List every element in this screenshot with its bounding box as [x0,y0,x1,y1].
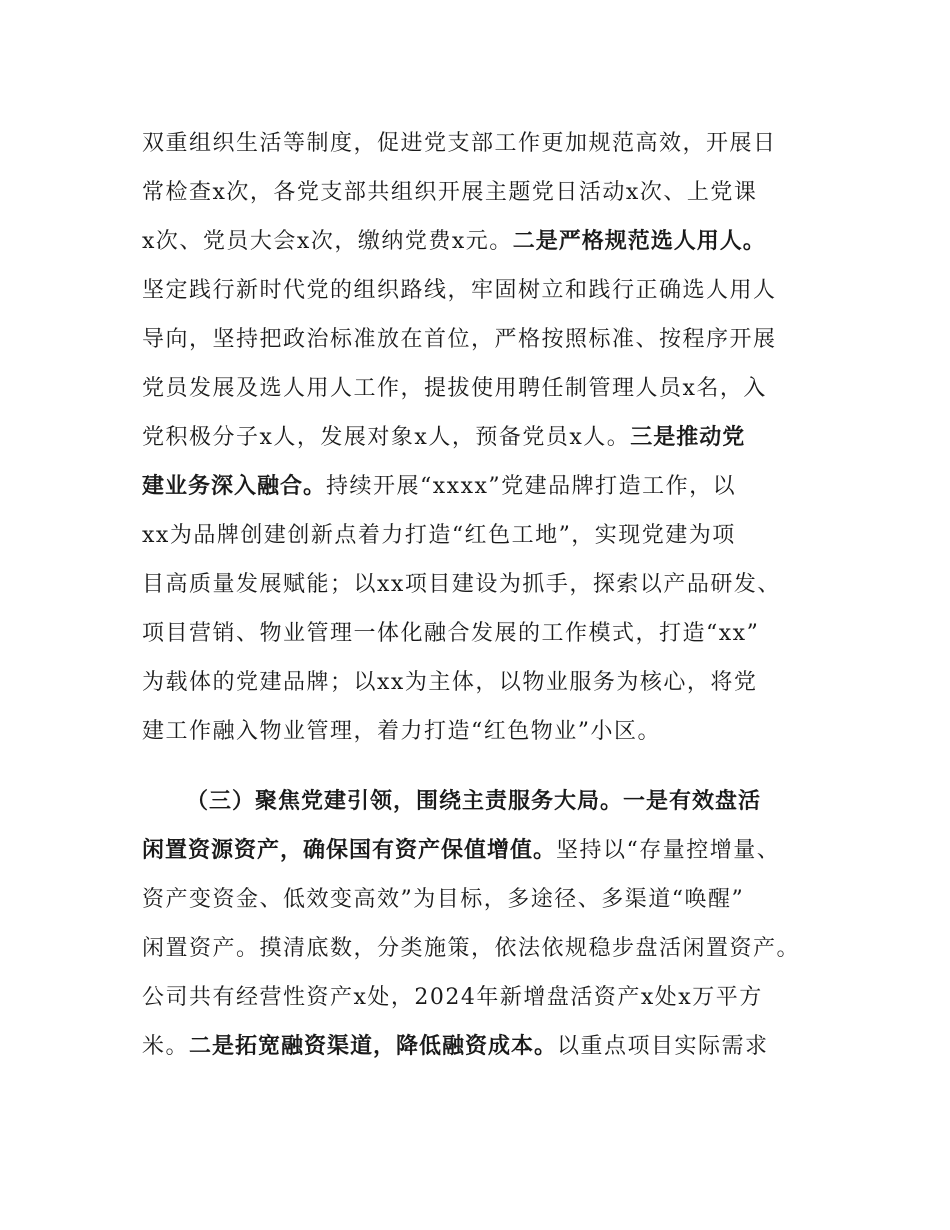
paragraph-line: 坚定践行新时代党的组织路线，牢固树立和践行正确选人用人 [142,278,777,303]
paragraph-line: 党员发展及选人用人工作，提拔使用聘任制管理人员x名，入 [142,376,767,401]
paragraph-line: 党积极分子x人，发展对象x人，预备党员x人。三是推动党 [142,425,746,450]
bold-heading: 建业务深入融合。 [142,474,327,499]
paragraph-line: 闲置资源资产，确保国有资产保值增值。坚持以“存量控增量、 [142,838,781,863]
paragraph-line: 导向，坚持把政治标准放在首位，严格按照标准、按程序开展 [142,327,777,352]
bold-heading: 闲置资源资产，确保国有资产保值增值。 [142,838,557,863]
paragraph-line: 建工作融入物业管理，着力打造“红色物业”小区。 [142,719,661,744]
paragraph-line: 为载体的党建品牌；以xx为主体，以物业服务为核心，将党 [142,670,758,695]
paragraph-line: 资产变资金、低效变高效”为目标，多途径、多渠道“唤醒” [142,887,745,912]
bold-heading: 二是拓宽融资渠道，降低融资成本。 [189,1034,558,1059]
paragraph-line: 闲置资产。摸清底数，分类施策，依法依规稳步盘活闲置资产。 [142,936,801,961]
bold-heading: （三）聚焦党建引领，围绕主责服务大局。一是有效盘活 [186,789,762,814]
paragraph-line: 公司共有经营性资产x处，2024年新增盘活资产x处x万平方 [142,985,763,1010]
paragraph-line: 建业务深入融合。持续开展“xxxx”党建品牌打造工作，以 [142,474,737,499]
paragraph-line: 项目营销、物业管理一体化融合发展的工作模式，打造“xx” [142,621,760,646]
bold-heading: 三是推动党 [630,425,746,450]
paragraph-line: 常检查x次，各党支部共组织开展主题党日活动x次、上党课 [142,180,758,205]
paragraph-line: 米。二是拓宽融资渠道，降低融资成本。以重点项目实际需求 [142,1034,769,1059]
section-heading-line [186,782,761,822]
paragraph-line: xx为品牌创建创新点着力打造“红色工地”，实现党建为项 [142,523,736,548]
bold-heading: 二是严格规范选人用人。 [512,229,766,254]
paragraph-line: 双重组织生活等制度，促进党支部工作更加规范高效，开展日 [142,131,777,156]
paragraph-line: x次、党员大会x次，缴纳党费x元。二是严格规范选人用人。 [142,229,766,254]
paragraph-line: 目高质量发展赋能；以xx项目建设为抓手，探索以产品研发、 [142,572,781,597]
